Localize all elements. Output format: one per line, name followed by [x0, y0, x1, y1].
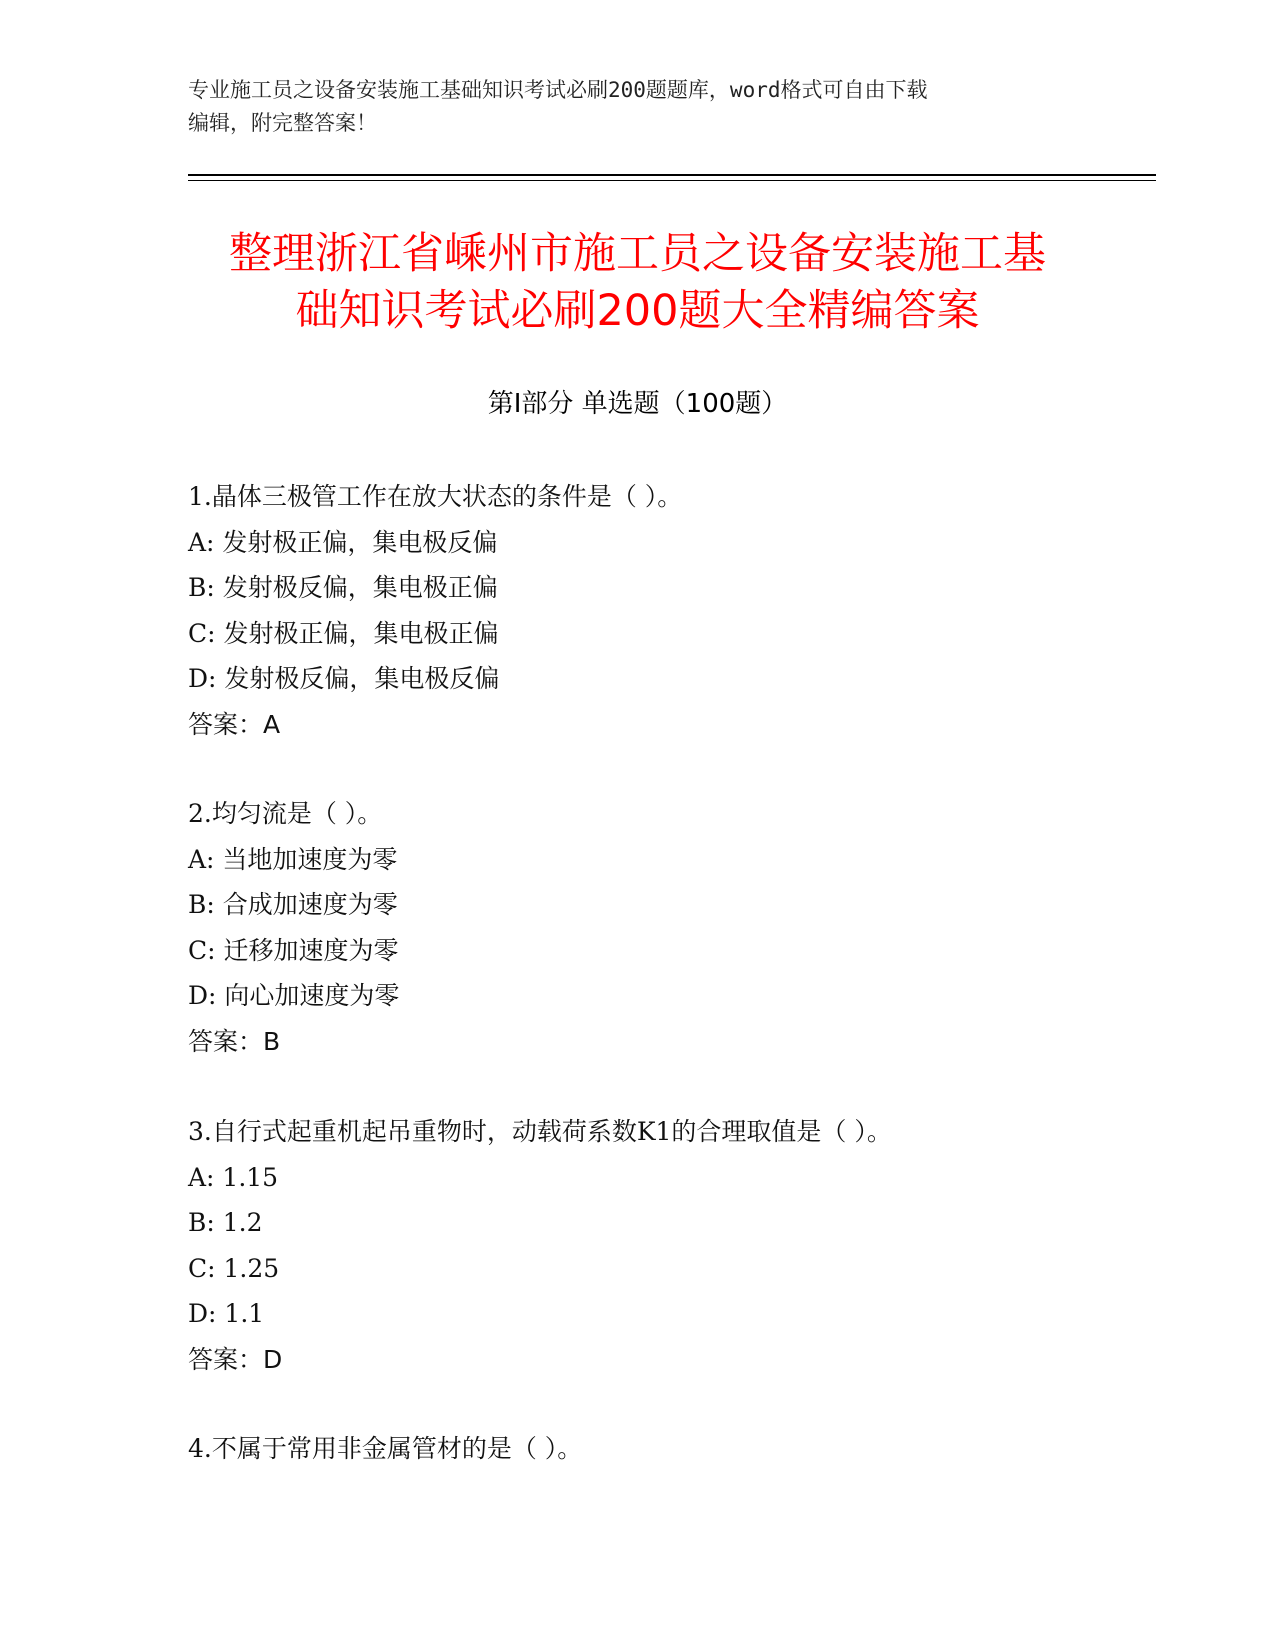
document-title [150, 226, 1125, 340]
header-rule-thick [188, 174, 1156, 176]
option-d: D: 向心加速度为零 [188, 981, 400, 1010]
option-d: D: 发射极反偏，集电极反偏 [188, 664, 500, 693]
question-4 [188, 1426, 1138, 1472]
question-2 [188, 791, 1138, 1064]
question-stem: 1.晶体三极管工作在放大状态的条件是（ ）。 [188, 482, 683, 511]
option-c: C: 迁移加速度为零 [188, 935, 399, 965]
option-c: C: 1.25 [188, 1253, 280, 1283]
question-stem: 3.自行式起重机起吊重物时，动载荷系数K1的合理取值是（ ）。 [188, 1117, 892, 1146]
option-a: A: 1.15 [188, 1162, 279, 1192]
option-b: B: 发射极反偏，集电极正偏 [188, 573, 498, 602]
section-title: 第Ⅰ部分 单选题（100题） [487, 389, 788, 419]
option-a: A: 发射极正偏，集电极反偏 [188, 527, 498, 557]
document-title-line-2: 础知识考试必刷200题大全精编答案 [295, 286, 980, 336]
answer: 答案：D [188, 1344, 283, 1374]
option-b: B: 合成加速度为零 [188, 890, 398, 919]
option-c: C: 发射极正偏，集电极正偏 [188, 618, 499, 648]
answer: 答案：B [188, 1026, 281, 1056]
header-rule-thin [188, 180, 1156, 181]
question-stem: 2.均匀流是（ ）。 [188, 799, 383, 828]
question-1 [188, 474, 1138, 747]
option-a: A: 当地加速度为零 [188, 844, 398, 874]
document-title-line-1: 整理浙江省嵊州市施工员之设备安装施工基 [229, 229, 1046, 279]
question-stem: 4.不属于常用非金属管材的是（ ）。 [188, 1434, 583, 1463]
header-note [188, 74, 1088, 140]
option-b: B: 1.2 [188, 1208, 263, 1237]
option-d: D: 1.1 [188, 1299, 265, 1328]
header-note-line-2: 编辑，附完整答案！ [188, 111, 377, 135]
answer: 答案：A [188, 709, 281, 739]
header-note-line-1: 专业施工员之设备安装施工基础知识考试必刷200题题库，word格式可自由下载 [188, 78, 928, 102]
question-3 [188, 1109, 1138, 1382]
